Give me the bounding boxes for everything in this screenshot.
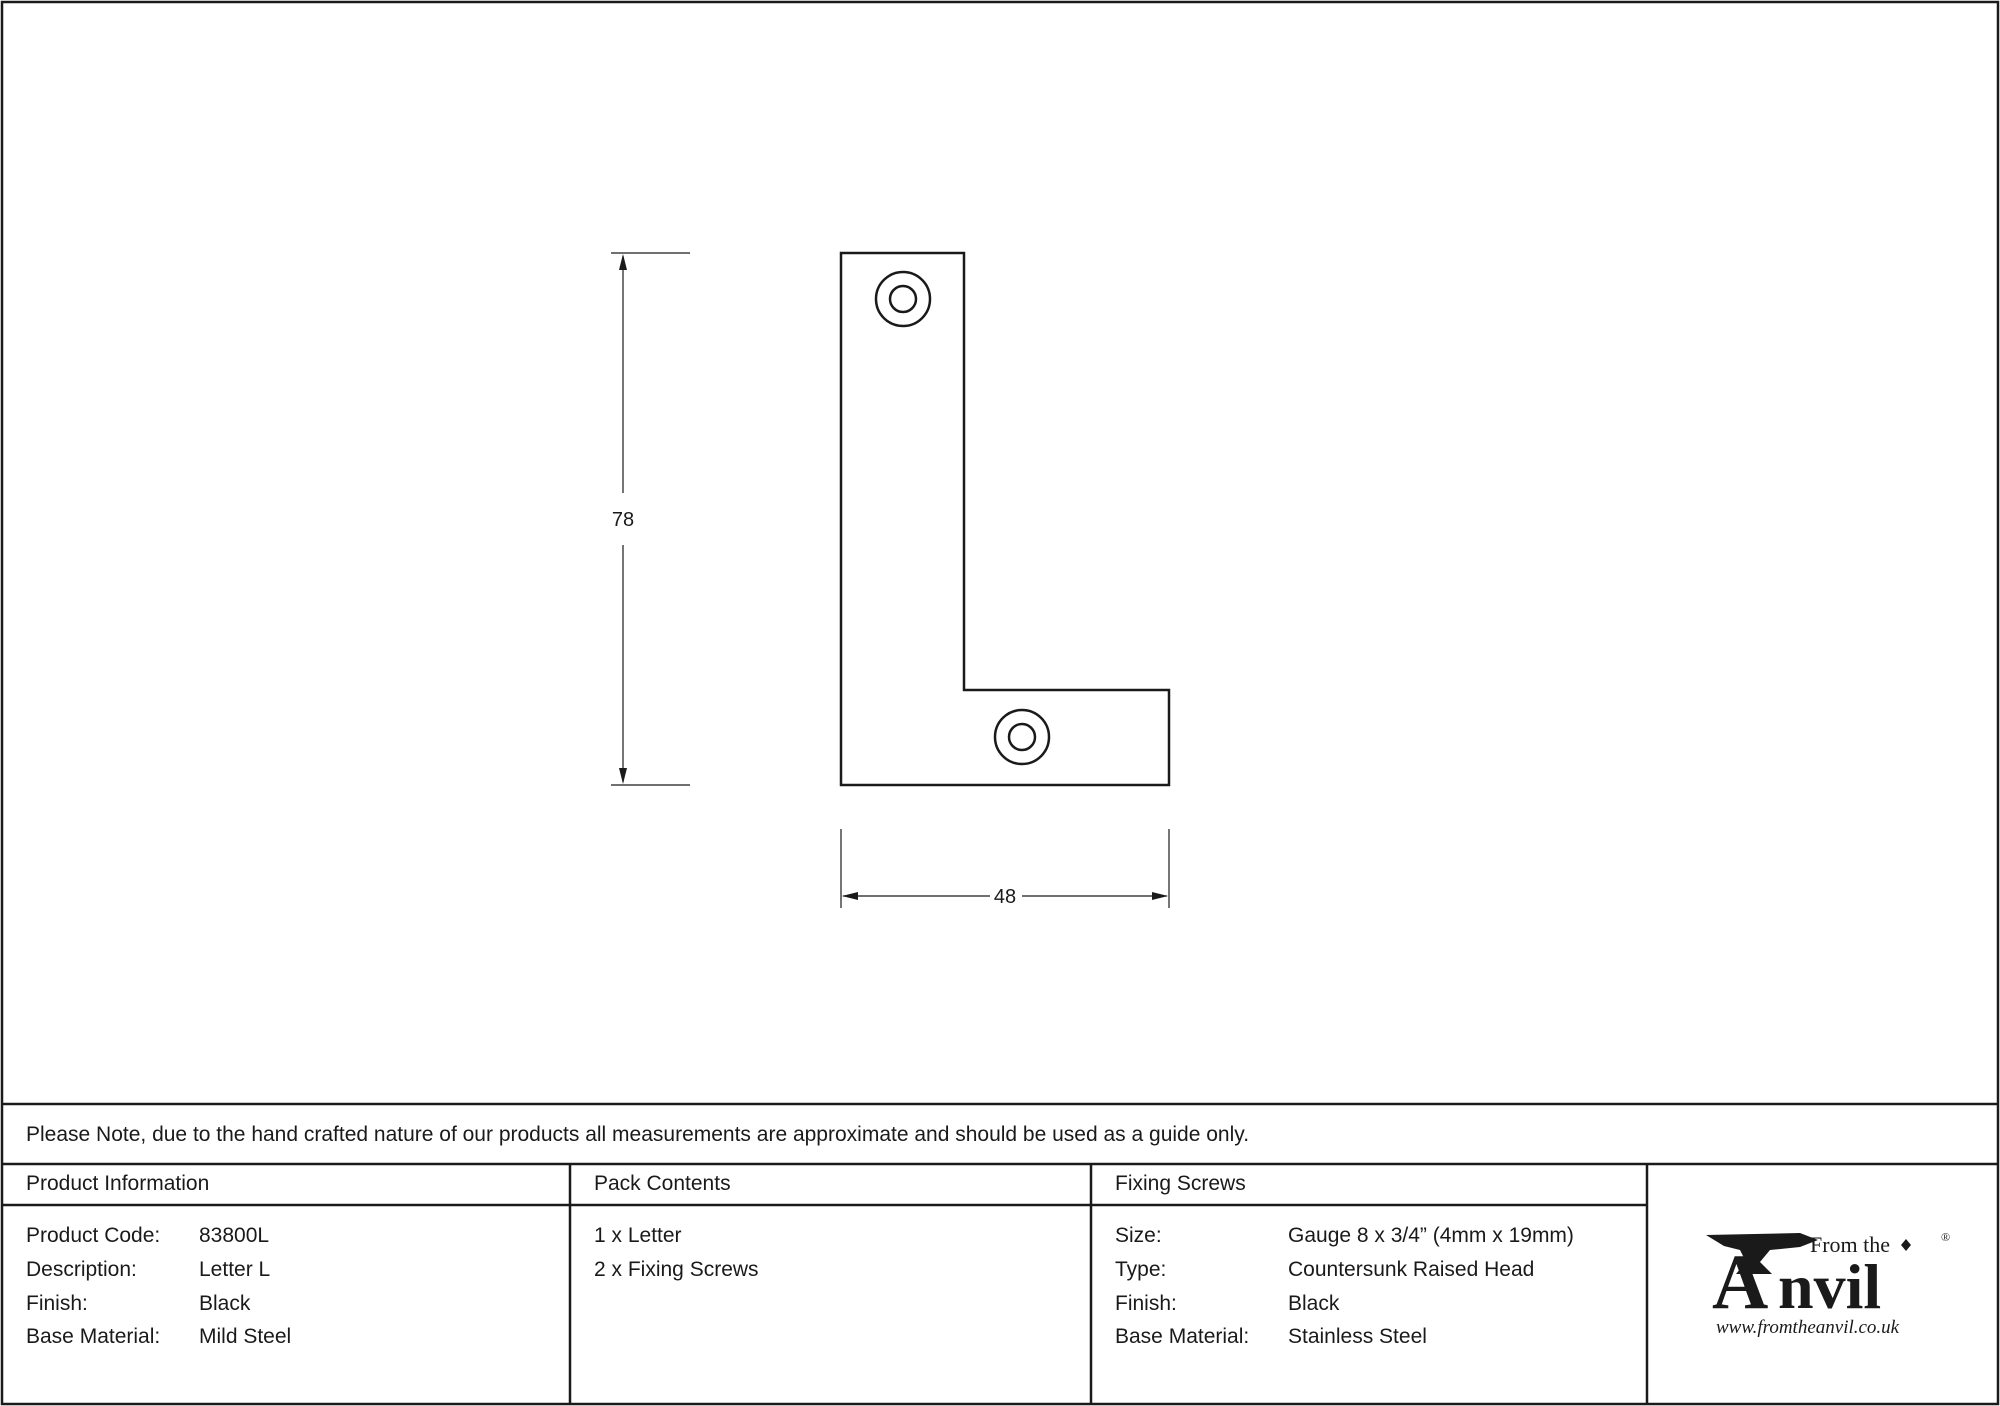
screw-finish-label: Finish: (1115, 1292, 1177, 1315)
product-information-section (26, 1172, 291, 1348)
description-label: Description: (26, 1258, 137, 1281)
drawing-area (611, 253, 1169, 908)
fixing-screws-heading: Fixing Screws (1115, 1172, 1246, 1195)
measurement-note: Please Note, due to the hand crafted nature of our products all measurements are approximate and should be used as a guide only. (26, 1123, 1250, 1146)
screw-type-value: Countersunk Raised Head (1288, 1258, 1535, 1281)
logo-registered: ® (1941, 1230, 1951, 1244)
fixing-hole-top (876, 272, 930, 326)
logo-nvil: nvil (1778, 1251, 1882, 1322)
product-code-value: 83800L (199, 1224, 270, 1247)
base-material-label: Base Material: (26, 1325, 161, 1348)
pack-item: 1 x Letter (594, 1224, 682, 1247)
logo-letter-a: A (1712, 1238, 1769, 1325)
logo-url: www.fromtheanvil.co.uk (1716, 1317, 1900, 1338)
screw-size-value: Gauge 8 x 3/4” (4mm x 19mm) (1288, 1224, 1574, 1247)
info-panel (2, 1104, 1998, 1404)
fixing-screws-section (1115, 1172, 1574, 1348)
pack-item: 2 x Fixing Screws (594, 1258, 759, 1281)
finish-value: Black (199, 1292, 251, 1315)
screw-size-label: Size: (1115, 1224, 1162, 1247)
fixing-hole-bottom (995, 710, 1049, 764)
height-dimension-label: 78 (611, 509, 635, 531)
width-dimension-label: 48 (993, 886, 1017, 908)
pack-contents-heading: Pack Contents (594, 1172, 731, 1195)
product-code-label: Product Code: (26, 1224, 161, 1247)
description-value: Letter L (199, 1258, 271, 1281)
height-dimension (611, 253, 690, 785)
letter-l-outline (841, 253, 1169, 785)
width-dimension (841, 829, 1169, 908)
from-the-anvil-logo (1706, 1230, 1950, 1338)
pack-contents-section (594, 1172, 759, 1281)
screw-finish-value: Black (1288, 1292, 1340, 1315)
base-material-value: Mild Steel (199, 1325, 292, 1348)
product-information-heading: Product Information (26, 1172, 210, 1195)
finish-label: Finish: (26, 1292, 88, 1315)
screw-material-value: Stainless Steel (1288, 1325, 1427, 1348)
logo-from-the: From the (1810, 1232, 1891, 1257)
logo-diamond (1901, 1239, 1911, 1251)
screw-material-label: Base Material: (1115, 1325, 1250, 1348)
screw-type-label: Type: (1115, 1258, 1167, 1281)
sheet-border (2, 2, 1998, 1404)
